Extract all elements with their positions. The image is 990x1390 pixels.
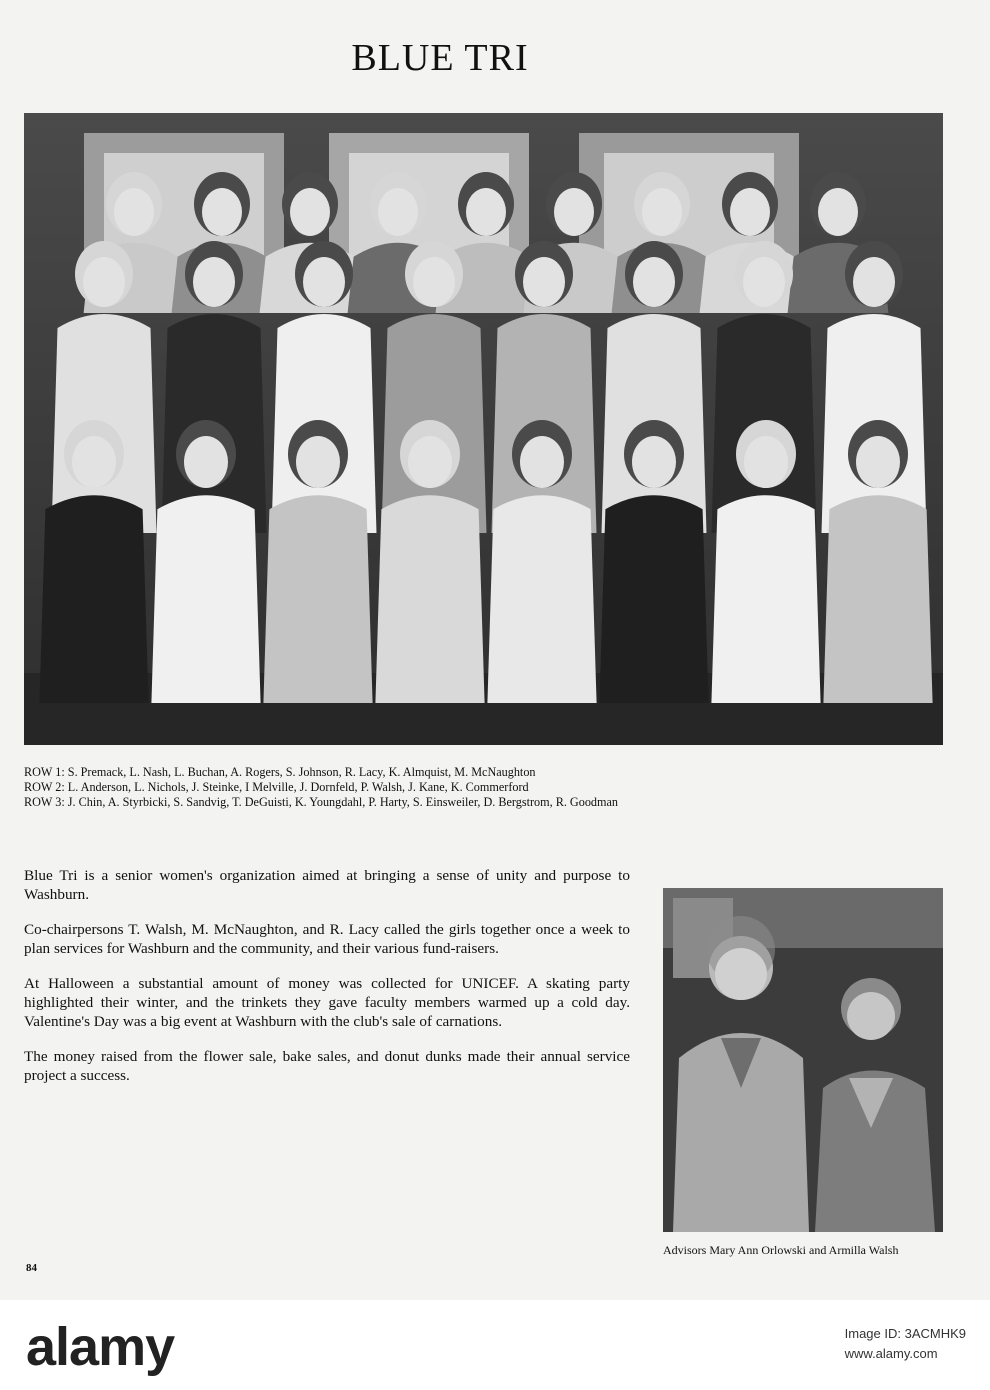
group-photo-image xyxy=(24,113,943,745)
group-photo-captions xyxy=(24,765,954,810)
person-body xyxy=(599,495,708,703)
person-face xyxy=(114,188,154,236)
person-face xyxy=(408,436,452,488)
person-face xyxy=(856,436,900,488)
page-title: BLUE TRI xyxy=(351,37,529,79)
image-id: Image ID: 3ACMHK9 xyxy=(844,1326,966,1341)
article-paragraph: The money raised from the flower sale, bake sales, and donut dunks made their annual service project a success. xyxy=(24,1048,630,1084)
person-face xyxy=(290,188,330,236)
article-paragraph: Co-chairpersons T. Walsh, M. McNaughton, and R. Lacy called the girls together once a week to plan services for Washburn and the community, and their various fund-raisers. xyxy=(24,921,630,957)
person-body xyxy=(375,495,484,703)
page-number: 84 xyxy=(26,1262,37,1274)
person-face xyxy=(554,188,594,236)
site-url: www.alamy.com xyxy=(844,1346,938,1361)
person-face xyxy=(83,257,125,307)
brand-logo: alamy xyxy=(26,1317,175,1377)
person-body xyxy=(263,495,372,703)
person-face xyxy=(853,257,895,307)
person-face xyxy=(730,188,770,236)
person-face xyxy=(744,436,788,488)
article-paragraph: At Halloween a substantial amount of money was collected for UNICEF. A skating party highlighted their winter, and the trinkets they gave faculty members warmed up a cold day. Valentine's Day was a big event at Washburn with the club's sale of carnations. xyxy=(24,975,630,1030)
caption-row-1: ROW 1: S. Premack, L. Nash, L. Buchan, A. Rogers, S. Johnson, R. Lacy, K. Almquist, M. McNaughton xyxy=(24,765,536,779)
caption-row-2: ROW 2: L. Anderson, L. Nichols, J. Steinke, I Melville, J. Dornfeld, P. Walsh, J. Kane, K. Commerford xyxy=(24,780,529,794)
person-face xyxy=(413,257,455,307)
article-body xyxy=(24,866,630,1101)
person-body xyxy=(487,495,596,703)
group-photo xyxy=(24,113,943,745)
caption-row-3: ROW 3: J. Chin, A. Styrbicki, S. Sandvig, T. DeGuisti, K. Youngdahl, P. Harty, S. Einsweiler, D. Bergstrom, R. Goodman xyxy=(24,795,618,809)
person-face xyxy=(193,257,235,307)
person-face xyxy=(523,257,565,307)
person-face xyxy=(743,257,785,307)
person-body xyxy=(711,495,820,703)
person-body xyxy=(39,495,148,703)
person-face xyxy=(520,436,564,488)
person-face xyxy=(632,436,676,488)
person-face xyxy=(72,436,116,488)
person-face xyxy=(466,188,506,236)
footer-meta xyxy=(845,1324,966,1364)
person-face xyxy=(642,188,682,236)
person-face xyxy=(184,436,228,488)
article-paragraph: Blue Tri is a senior women's organization aimed at bringing a sense of unity and purpose to Washburn. xyxy=(24,867,630,903)
person-face xyxy=(202,188,242,236)
person-body xyxy=(151,495,260,703)
person-face xyxy=(633,257,675,307)
person-face xyxy=(303,257,345,307)
advisor-photo xyxy=(663,888,943,1232)
person-face xyxy=(378,188,418,236)
advisor-photo-image xyxy=(663,888,943,1232)
stock-footer xyxy=(0,1300,990,1390)
person-face xyxy=(296,436,340,488)
person-body xyxy=(823,495,932,703)
person-face xyxy=(818,188,858,236)
advisor-photo-caption: Advisors Mary Ann Orlowski and Armilla Walsh xyxy=(663,1243,899,1257)
